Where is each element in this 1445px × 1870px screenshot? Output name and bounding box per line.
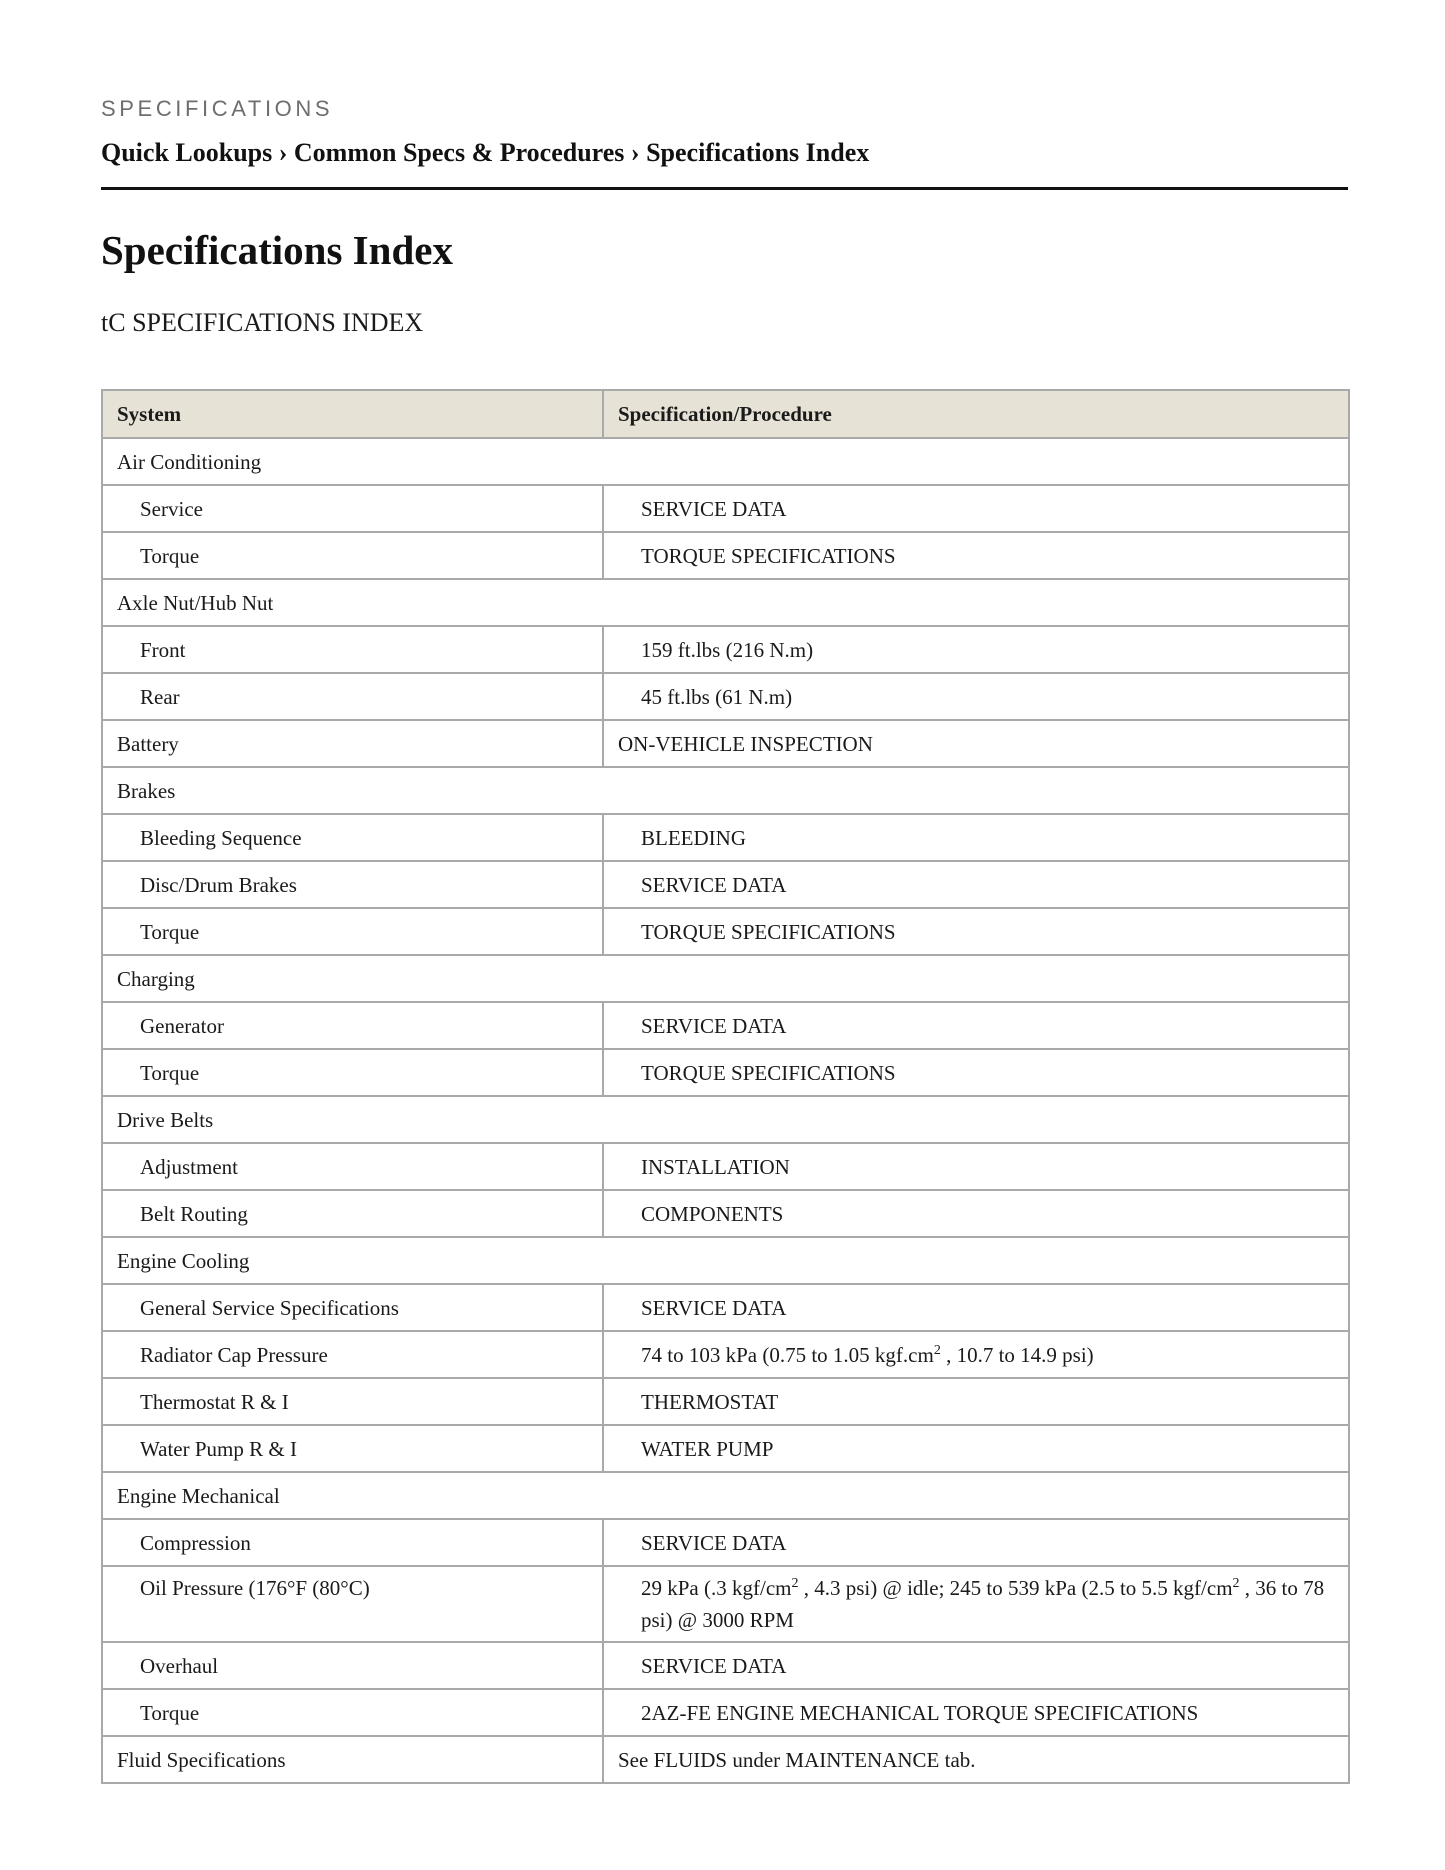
table-body: [102, 438, 1349, 1783]
superscript: 2: [791, 1576, 799, 1591]
system-cell: Service: [102, 485, 603, 532]
page-title: Specifications Index: [101, 227, 453, 273]
table-row: [102, 1642, 1349, 1689]
specification-cell: SERVICE DATA: [603, 861, 1349, 908]
table-row: [102, 1736, 1349, 1783]
specification-cell: SERVICE DATA: [603, 485, 1349, 532]
system-cell: Oil Pressure (176°F (80°C): [102, 1566, 603, 1642]
group-label: Drive Belts: [102, 1096, 1349, 1143]
specification-cell: INSTALLATION: [603, 1143, 1349, 1190]
specification-text: 74 to 103 kPa (0.75 to 1.05 kgf.cm: [641, 1342, 934, 1367]
system-cell: Radiator Cap Pressure: [102, 1331, 603, 1378]
system-cell: Water Pump R & I: [102, 1425, 603, 1472]
table-row: [102, 1331, 1349, 1378]
superscript: 2: [1232, 1576, 1240, 1591]
table-row: [102, 861, 1349, 908]
system-cell: Belt Routing: [102, 1190, 603, 1237]
table-row: [102, 1284, 1349, 1331]
breadcrumb: Quick Lookups › Common Specs & Procedures › Specifications Index: [101, 138, 870, 167]
specification-cell: SERVICE DATA: [603, 1519, 1349, 1566]
specification-cell: 45 ft.lbs (61 N.m): [603, 673, 1349, 720]
specification-cell: BLEEDING: [603, 814, 1349, 861]
system-cell: Bleeding Sequence: [102, 814, 603, 861]
specification-text: 29 kPa (.3 kgf/cm: [641, 1576, 792, 1600]
table-group-row: [102, 438, 1349, 485]
superscript: 2: [933, 1342, 941, 1358]
table-row: [102, 814, 1349, 861]
table-row: [102, 1566, 1349, 1642]
system-cell: Torque: [102, 908, 603, 955]
specification-cell: TORQUE SPECIFICATIONS: [603, 532, 1349, 579]
system-cell: Adjustment: [102, 1143, 603, 1190]
group-label: Air Conditioning: [102, 438, 1349, 485]
system-cell: Torque: [102, 1689, 603, 1736]
specification-cell: THERMOSTAT: [603, 1378, 1349, 1425]
specifications-table: [101, 389, 1350, 1784]
specification-cell: [603, 1331, 1349, 1378]
table-row: [102, 1002, 1349, 1049]
system-cell: Torque: [102, 532, 603, 579]
group-label: Charging: [102, 955, 1349, 1002]
table-header-row: [102, 390, 1349, 438]
table-row: [102, 908, 1349, 955]
table-group-row: [102, 1472, 1349, 1519]
specification-cell: ON-VEHICLE INSPECTION: [603, 720, 1349, 767]
system-cell: Thermostat R & I: [102, 1378, 603, 1425]
section-eyebrow: SPECIFICATIONS: [101, 96, 334, 121]
table-row: [102, 1378, 1349, 1425]
column-header-system: System: [102, 390, 603, 438]
system-cell: Overhaul: [102, 1642, 603, 1689]
table-row: [102, 1425, 1349, 1472]
specification-text: , 4.3 psi) @ idle; 245 to 539 kPa (2.5 to 5.5 kgf/cm: [798, 1576, 1233, 1600]
table-row: [102, 673, 1349, 720]
table-group-row: [102, 767, 1349, 814]
specification-cell: SERVICE DATA: [603, 1642, 1349, 1689]
specification-cell: WATER PUMP: [603, 1425, 1349, 1472]
group-label: Engine Mechanical: [102, 1472, 1349, 1519]
page-subtitle: tC SPECIFICATIONS INDEX: [101, 308, 424, 337]
specification-cell: SERVICE DATA: [603, 1284, 1349, 1331]
specification-cell: 159 ft.lbs (216 N.m): [603, 626, 1349, 673]
table-group-row: [102, 1237, 1349, 1284]
system-cell: Generator: [102, 1002, 603, 1049]
table-row: [102, 1689, 1349, 1736]
system-cell: Rear: [102, 673, 603, 720]
table-group-row: [102, 1096, 1349, 1143]
system-cell: Battery: [102, 720, 603, 767]
table-group-row: [102, 579, 1349, 626]
specification-cell: [603, 1566, 1349, 1642]
table-group-row: [102, 955, 1349, 1002]
group-label: Engine Cooling: [102, 1237, 1349, 1284]
system-cell: Fluid Specifications: [102, 1736, 603, 1783]
specification-cell: See FLUIDS under MAINTENANCE tab.: [603, 1736, 1349, 1783]
system-cell: Compression: [102, 1519, 603, 1566]
header-divider: [101, 187, 1348, 190]
table-row: [102, 1049, 1349, 1096]
table-row: [102, 626, 1349, 673]
specification-cell: TORQUE SPECIFICATIONS: [603, 908, 1349, 955]
column-header-specification: Specification/Procedure: [603, 390, 1349, 438]
specification-cell: COMPONENTS: [603, 1190, 1349, 1237]
specification-text: , 10.7 to 14.9 psi): [940, 1342, 1094, 1367]
system-cell: Torque: [102, 1049, 603, 1096]
group-label: Axle Nut/Hub Nut: [102, 579, 1349, 626]
specification-text: , 36 to 78 psi) @ 3000 RPM: [641, 1576, 1325, 1632]
table-row: [102, 1519, 1349, 1566]
specification-cell: TORQUE SPECIFICATIONS: [603, 1049, 1349, 1096]
system-cell: Disc/Drum Brakes: [102, 861, 603, 908]
system-cell: Front: [102, 626, 603, 673]
table-row: [102, 485, 1349, 532]
specification-cell: 2AZ-FE ENGINE MECHANICAL TORQUE SPECIFICATIONS: [603, 1689, 1349, 1736]
group-label: Brakes: [102, 767, 1349, 814]
specification-cell: SERVICE DATA: [603, 1002, 1349, 1049]
table-row: [102, 532, 1349, 579]
system-cell: General Service Specifications: [102, 1284, 603, 1331]
table-row: [102, 720, 1349, 767]
table-row: [102, 1190, 1349, 1237]
table-row: [102, 1143, 1349, 1190]
